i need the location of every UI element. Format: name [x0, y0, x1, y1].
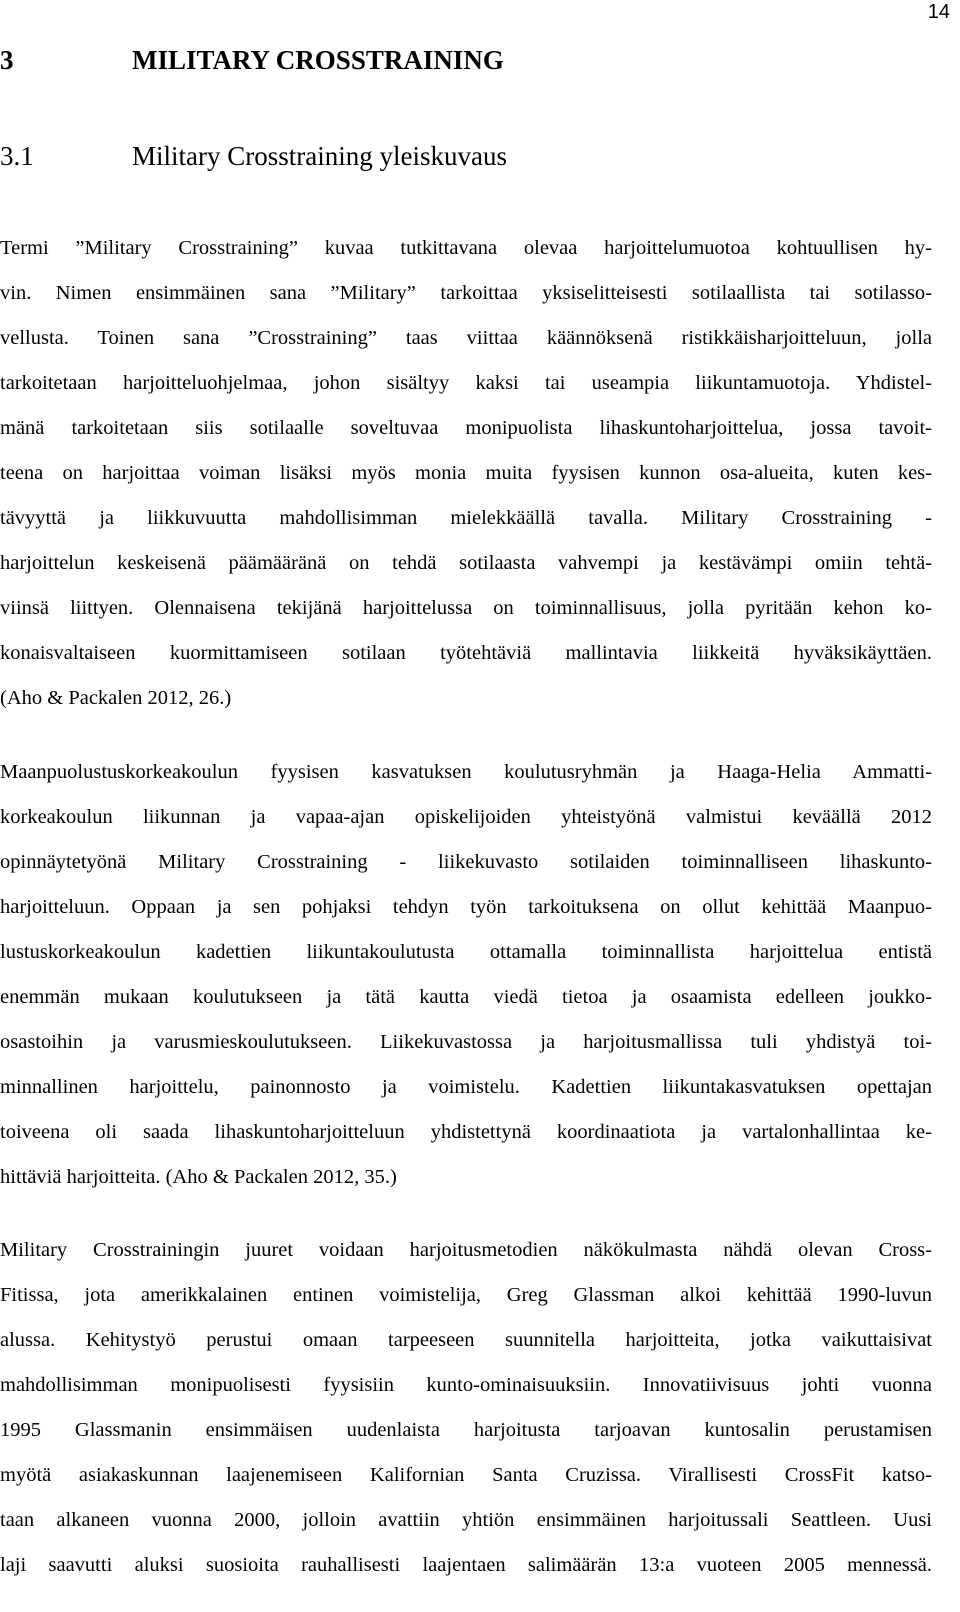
paragraph-2 [0, 750, 932, 1200]
text-line: konaisvaltaiseen kuormittamiseen sotilaan työtehtäviä mallintavia liikkeitä hyväksikäyttäen. [0, 642, 932, 664]
text-line: Termi ”Military Crosstraining” kuvaa tutkittavana olevaa harjoittelumuotoa kohtuullisen hy- [0, 237, 932, 259]
text-line: mahdollisimman monipuolisesti fyysisiin kunto-ominaisuuksiin. Innovatiivisuus johti vuonna [0, 1374, 932, 1396]
text-line: teena on harjoittaa voiman lisäksi myös monia muita fyysisen kunnon osa-alueita, kuten kes- [0, 462, 932, 484]
text-line: hittäviä harjoitteita. (Aho & Packalen 2012, 35.) [0, 1166, 397, 1188]
text-line: harjoittelun keskeisenä päämääränä on tehdä sotilaasta vahvempi ja kestävämpi omiin tehtä- [0, 552, 932, 574]
text-line: viinsä liittyen. Olennaisena tekijänä harjoittelussa on toiminnallisuus, jolla pyritään kehon ko- [0, 597, 932, 619]
text-line: vellusta. Toinen sana ”Crosstraining” taas viittaa käännöksenä ristikkäisharjoitteluun, jolla [0, 327, 932, 349]
section-number: 3.1 [0, 141, 34, 171]
text-line: vin. Nimen ensimmäinen sana ”Military” tarkoittaa yksiselitteisesti sotilaallista tai sotilasso- [0, 282, 932, 304]
section-heading [0, 136, 507, 176]
page-number: 14 [927, 1, 950, 23]
text-line: alussa. Kehitystyö perustui omaan tarpeeseen suunnitella harjoitteita, jotka vaikuttaisivat [0, 1329, 932, 1351]
chapter-number: 3 [0, 45, 14, 75]
text-line: tarkoitetaan harjoitteluohjelmaa, johon sisältyy kaksi tai useampia liikuntamuotoja. Yhdistel- [0, 372, 932, 394]
text-line: Fitissa, jota amerikkalainen entinen voimistelija, Greg Glassman alkoi kehittää 1990-luvun [0, 1284, 932, 1306]
section-title: Military Crosstraining yleiskuvaus [132, 141, 507, 171]
text-line: minnallinen harjoittelu, painonnosto ja voimistelu. Kadettien liikuntakasvatuksen opettajan [0, 1076, 932, 1098]
citation: (Aho & Packalen 2012, 26.) [0, 687, 232, 709]
text-line: tävyyttä ja liikkuvuutta mahdollisimman mielekkäällä tavalla. Military Crosstraining - [0, 507, 932, 529]
text-line: laji saavutti aluksi suosioita rauhallisesti laajentaen salimäärän 13:a vuoteen 2005 mennessä. [0, 1554, 932, 1576]
text-line: opinnäytetyönä Military Crosstraining - liikekuvasto sotilaiden toiminnalliseen lihaskunto- [0, 851, 932, 873]
text-line: enemmän mukaan koulutukseen ja tätä kautta viedä tietoa ja osaamista edelleen joukko- [0, 986, 932, 1008]
text-line: myötä asiakaskunnan laajenemiseen Kalifornian Santa Cruzissa. Virallisesti CrossFit katso- [0, 1464, 932, 1486]
text-line: korkeakoulun liikunnan ja vapaa-ajan opiskelijoiden yhteistyönä valmistui keväällä 2012 [0, 806, 932, 828]
text-line: toiveena oli saada lihaskuntoharjoitteluun yhdistettynä koordinaatiota ja vartalonhallintaa ke- [0, 1121, 932, 1143]
text-line: taan alkaneen vuonna 2000, jolloin avattiin yhtiön ensimmäinen harjoitussali Seattleen. Uusi [0, 1509, 932, 1531]
text-line: 1995 Glassmanin ensimmäisen uudenlaista harjoitusta tarjoavan kuntosalin perustamisen [0, 1419, 932, 1441]
paragraph-1 [0, 226, 932, 721]
chapter-heading [0, 40, 504, 80]
text-line: harjoitteluun. Oppaan ja sen pohjaksi tehdyn työn tarkoituksena on ollut kehittää Maanpuo- [0, 896, 932, 918]
chapter-title: MILITARY CROSSTRAINING [132, 45, 504, 75]
paragraph-3 [0, 1228, 932, 1588]
text-line: osastoihin ja varusmieskoulutukseen. Liikekuvastossa ja harjoitusmallissa tuli yhdistyä toi- [0, 1031, 932, 1053]
text-line: mänä tarkoitetaan siis sotilaalle soveltuvaa monipuolista lihaskuntoharjoittelua, jossa tavoit- [0, 417, 932, 439]
text-line: Maanpuolustuskorkeakoulun fyysisen kasvatuksen koulutusryhmän ja Haaga-Helia Ammatti- [0, 761, 932, 783]
text-line: Military Crosstrainingin juuret voidaan harjoitusmetodien näkökulmasta nähdä olevan Cross- [0, 1239, 932, 1261]
text-line: lustuskorkeakoulun kadettien liikuntakoulutusta ottamalla toiminnallista harjoittelua entistä [0, 941, 932, 963]
